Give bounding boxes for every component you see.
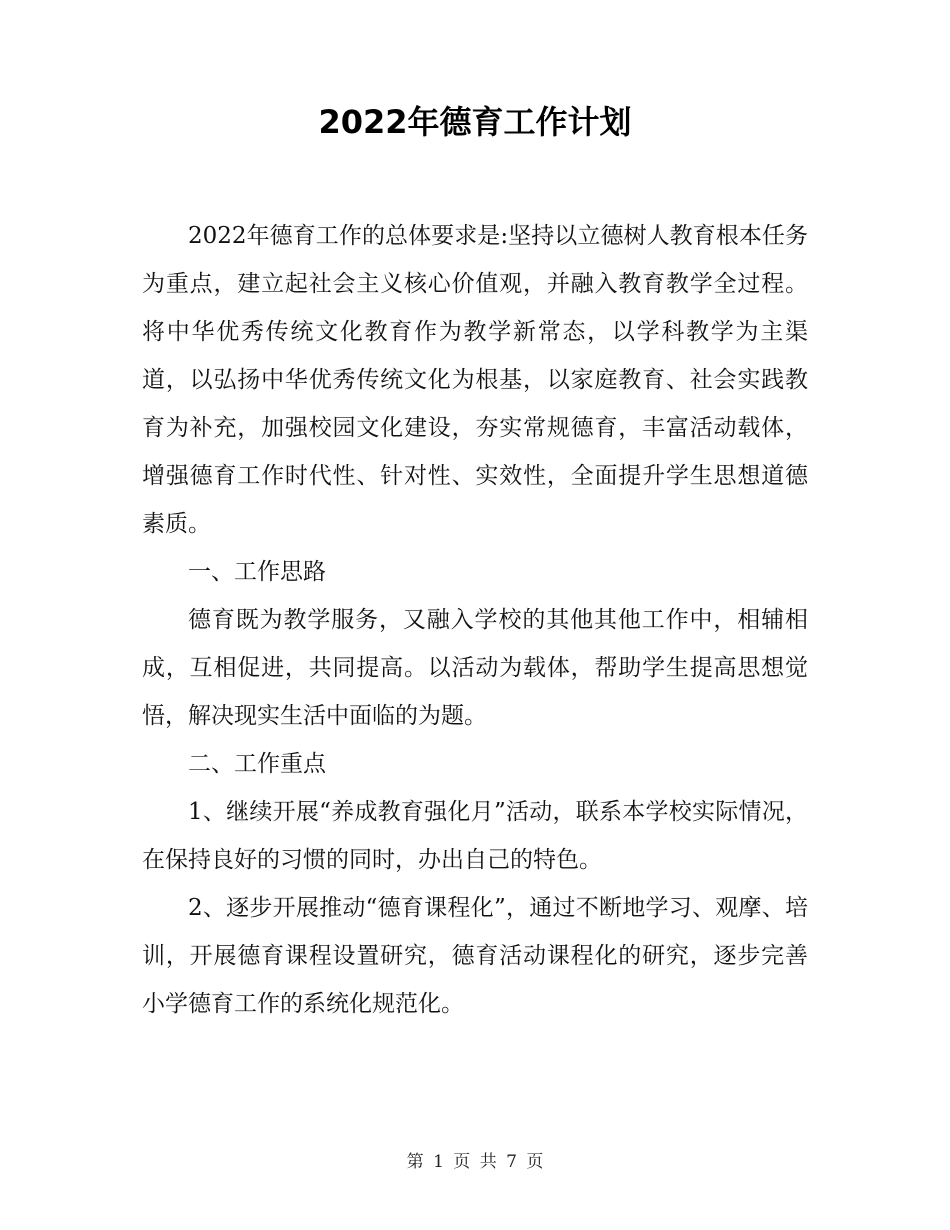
paragraph-overall-requirements: 2022年德育工作的总体要求是:坚持以立德树人教育根本任务为重点，建立起社会主义核心价值观，并融入教育教学全过程。将中华优秀传统文化教育作为教学新常态，以学科教学为主渠道，以弘扬中华优秀传统文化为根基，以家庭教育、社会实践教育为补充，加强校园文化建设，夯实常规德育，丰富活动载体，增强德育工作时代性、针对性、实效性，全面提升学生思想道德素质。 <box>142 223 808 537</box>
paragraph-focus-item-2: 2、逐步开展推动“德育课程化”，通过不断地学习、观摩、培训，开展德育课程设置研究，德育活动课程化的研究，逐步完善小学德育工作的系统化规范化。 <box>142 895 808 1017</box>
document-body <box>142 212 808 1028</box>
document-title: 2022年德育工作计划 <box>318 103 632 141</box>
heading-work-approach: 一、工作思路 <box>188 559 326 585</box>
heading-work-focus: 二、工作重点 <box>188 751 326 777</box>
paragraph-work-approach: 德育既为教学服务，又融入学校的其他其他工作中，相辅相成，互相促进，共同提高。以活动为载体，帮助学生提高思想觉悟，解决现实生活中面临的为题。 <box>142 607 808 729</box>
page-footer: 第 1 页 共 7 页 <box>406 1152 544 1172</box>
paragraph-focus-item-1: 1、继续开展“养成教育强化月”活动，联系本学校实际情况，在保持良好的习惯的同时，办出自己的特色。 <box>142 799 808 873</box>
